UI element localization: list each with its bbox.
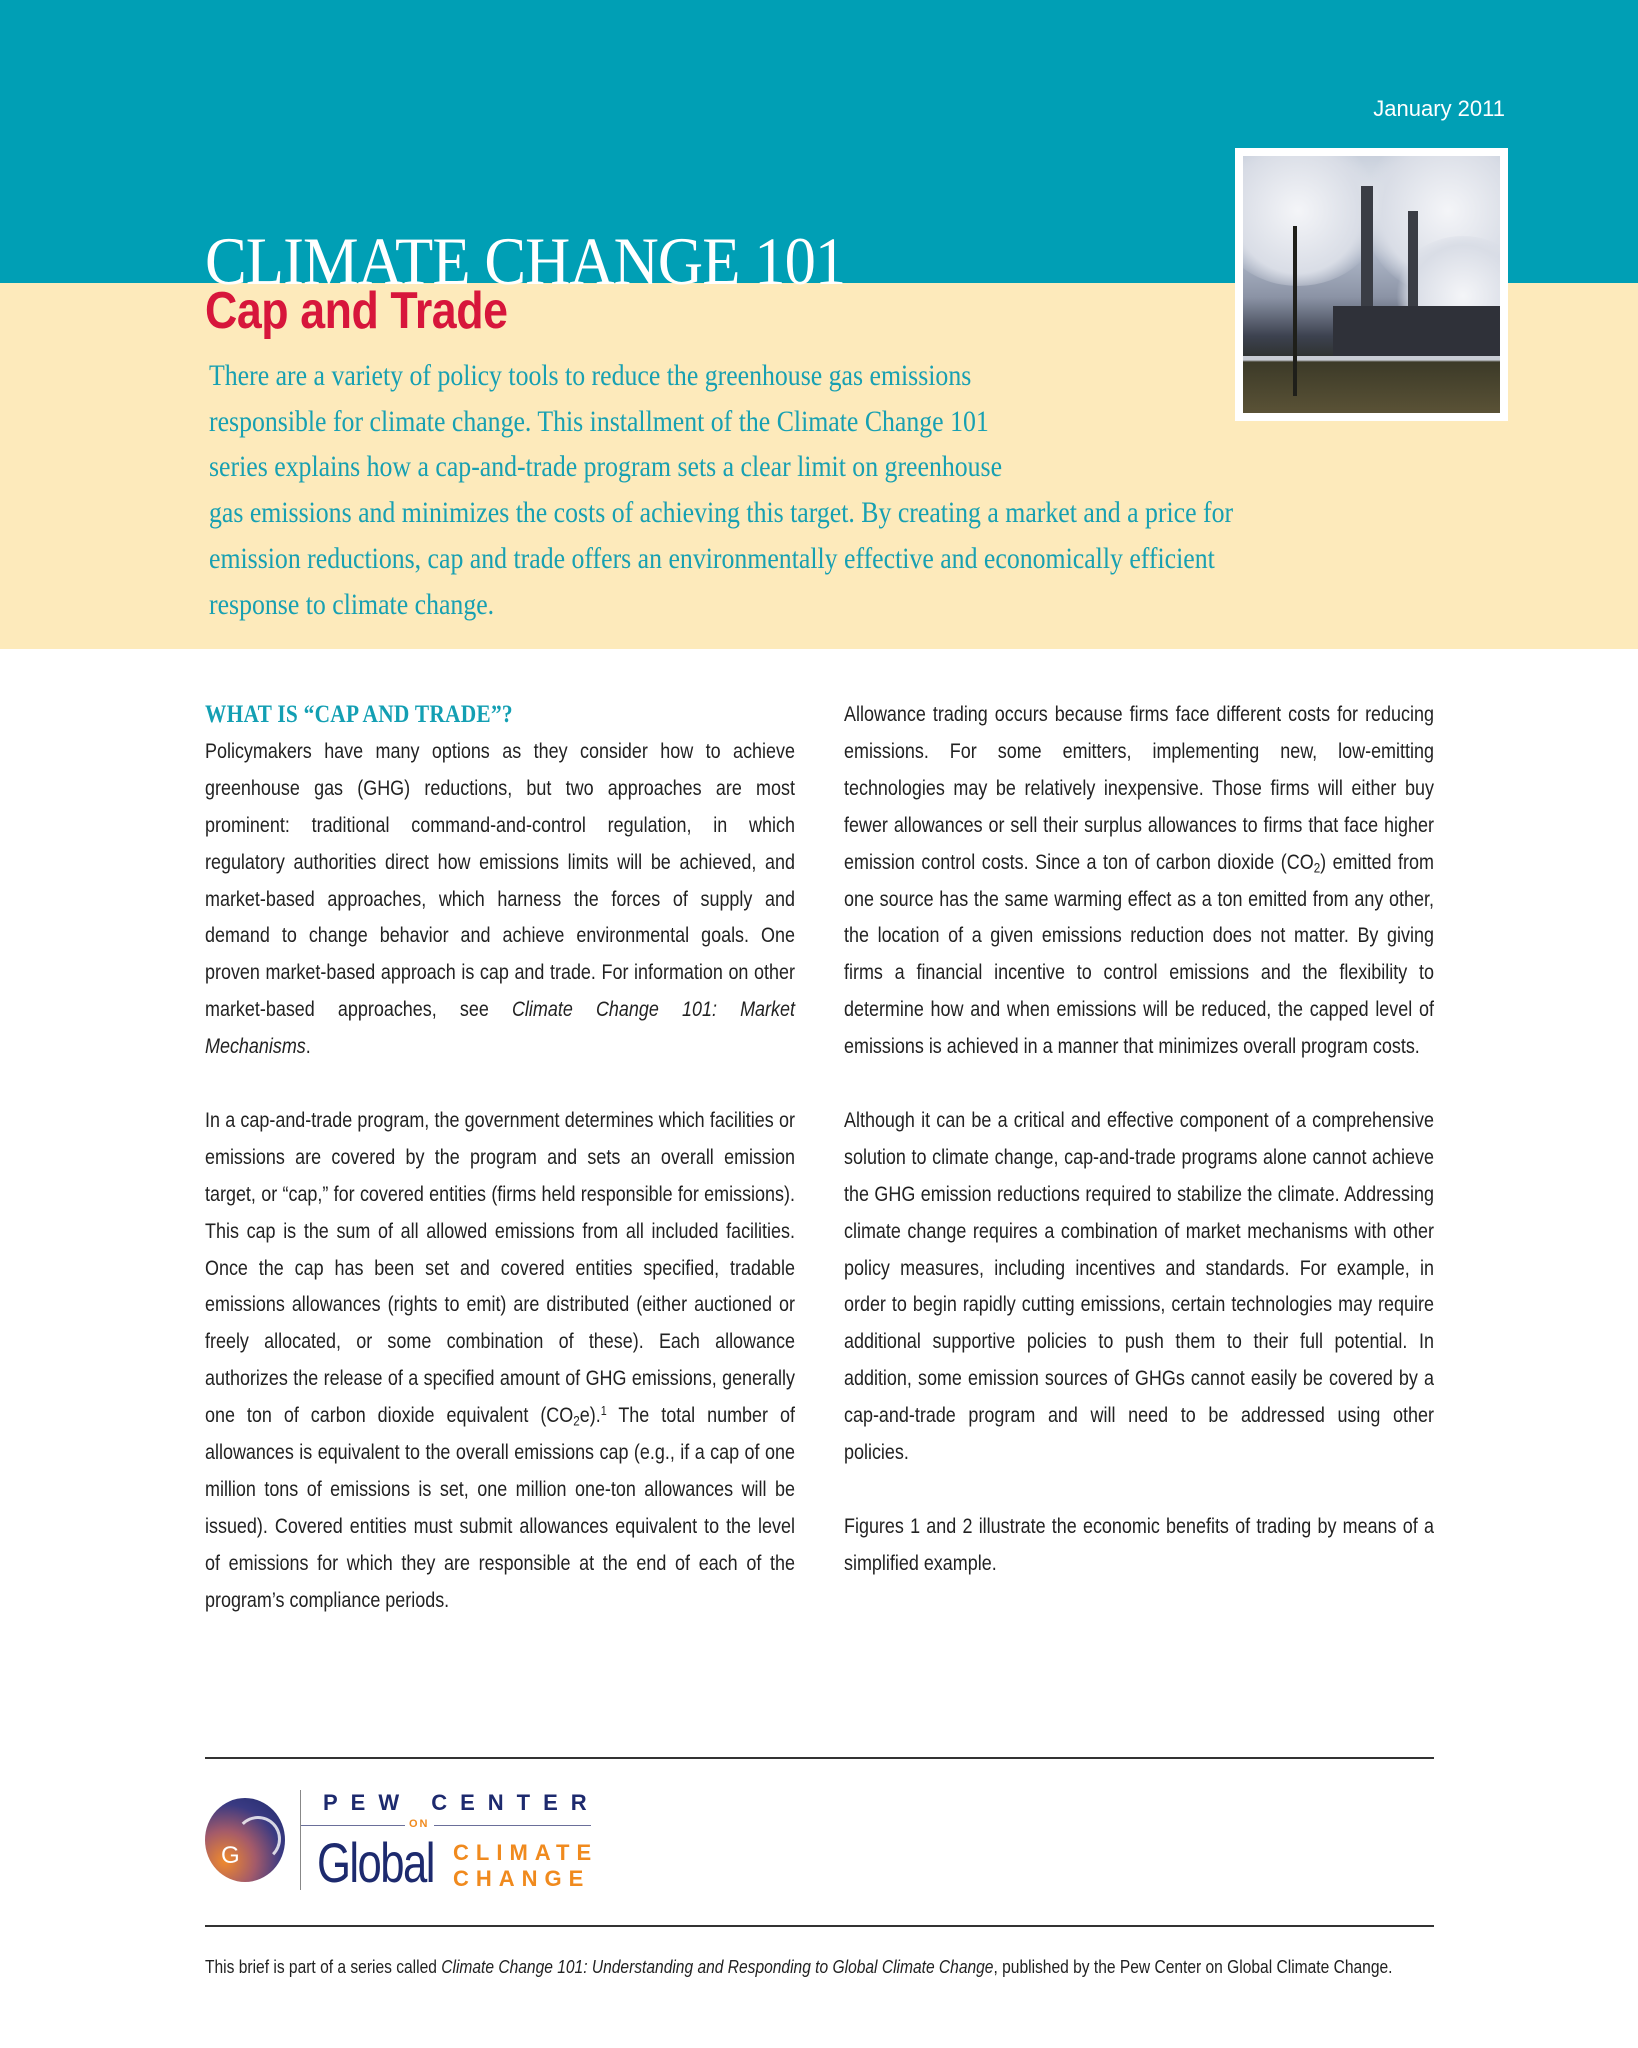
globe-swirl-icon: G [205, 1798, 285, 1882]
body-paragraph: Although it can be a critical and effective component of a comprehensive solution to climate change, cap-and-trade programs alone cannot achieve the GHG emission reductions required to stabilize the climate. Addressing climate change requires a combination of market mechanisms with other policy measures, including incentives and standards. For example, in order to begin rapidly cutting emissions, certain technologies may require additional supportive policies to push them to their full potential. In addition, some emission sources of GHGs cannot easily be covered by a cap-and-trade program and will need to be addressed using other policies. [844, 1108, 1434, 1465]
body-text: The total number of allowances is equivalent to the overall emissions cap (e.g., if a cap of one million tons of emissions is set, one million one-ton allowances will be issued). Covered entities must submit allowances equivalent to the level of emissions for which they are responsible at the end of each of the program’s compliance periods. [205, 1404, 795, 1612]
logo-text: ON [405, 1818, 434, 1830]
body-paragraph [205, 1103, 795, 1620]
intro-line: There are a variety of policy tools to reduce the greenhouse gas emissions [209, 359, 972, 392]
left-column [205, 697, 795, 1657]
body-text: In a cap-and-trade program, the government determines which facilities or emissions are covered by the program and sets an overall emission target, or “cap,” for covered entities (firms held responsible for emissions). This cap is the sum of all allowed emissions from all included facilities. Once the cap has been set and covered entities specified, tradable emissions allowances (rights to emit) are distributed (either auctioned or freely allocated, or some combination of these). Each allowance authorizes the release of a specified amount of GHG emissions, generally one ton of carbon dioxide equivalent (CO [205, 1108, 795, 1428]
logo-text: CLIMATE [453, 1840, 599, 1865]
intro-line: responsible for climate change. This installment of the Climate Change 101 [209, 404, 989, 438]
subscript: 2 [573, 1413, 580, 1429]
body-paragraph [205, 734, 795, 1066]
footer-text: , published by the Pew Center on Global Climate Change. [993, 1957, 1393, 1977]
footer-note [205, 1954, 1434, 1980]
series-title: CLIMATE CHANGE 101 [205, 223, 846, 299]
pew-center-logo [205, 1790, 605, 1894]
divider [205, 1925, 1434, 1927]
logo-text: Global [317, 1831, 434, 1894]
intro-paragraph [209, 353, 1439, 627]
intro-line: response to climate change. [209, 587, 495, 621]
body-text: . [305, 1035, 311, 1059]
intro-line: gas emissions and minimizes the costs of achieving this target. By creating a market and a price for [209, 496, 1234, 530]
body-paragraph: Figures 1 and 2 illustrate the economic benefits of trading by means of a simplified example. [844, 1514, 1434, 1575]
right-column [844, 697, 1434, 1620]
intro-line: series explains how a cap-and-trade program sets a clear limit on greenhouse [209, 450, 1003, 484]
footnote-ref[interactable]: 1 [600, 1404, 607, 1419]
series-reference: Climate Change 101: Understanding and Responding to Global Climate Change [441, 1957, 994, 1977]
publication-reference: Climate Change 101: Market Mechanisms [205, 998, 795, 1059]
divider [205, 1757, 1434, 1759]
body-text: ) emitted from one source has the same warming effect as a ton emitted from any other, the location of a given emissions reduction does not matter. By giving firms a financial incentive to control emissions and the flexibility to determine how and when emissions will be reduced, the capped level of emissions is achieved in a manner that minimizes overall program costs. [844, 850, 1434, 1059]
footer-text: This brief is part of a series called [205, 1957, 442, 1977]
logo-text: PEW CENTER [323, 1790, 600, 1815]
body-text: Policymakers have many options as they consider how to achieve greenhouse gas (GHG) reductions, but two approaches are most prominent: traditional command-and-control regulation, in which regulatory authorities direct how emissions limits will be achieved, and market-based approaches, which harness the forces of supply and demand to change behavior and achieve environmental goals. One proven market-based approach is cap and trade. For information on other market-based approaches, see [205, 739, 795, 1022]
intro-line: emission reductions, cap and trade offers an environmentally effective and economically efficient [209, 541, 1215, 575]
subscript: 2 [1313, 860, 1321, 876]
section-heading: WHAT IS “CAP AND TRADE”? [205, 701, 513, 728]
body-paragraph [844, 697, 1434, 1066]
page-title: Cap and Trade [205, 282, 508, 340]
publication-date: January 2011 [1373, 96, 1505, 121]
body-text: Allowance trading occurs because firms face different costs for reducing emissions. For some emitters, implementing new, low-emitting technologies may be relatively inexpensive. Those firms will either buy fewer allowances or sell their surplus allowances to firms that face higher emission control costs. Since a ton of carbon dioxide (CO [844, 703, 1434, 874]
logo-text: CHANGE [453, 1866, 591, 1891]
body-text: e). [579, 1404, 601, 1428]
